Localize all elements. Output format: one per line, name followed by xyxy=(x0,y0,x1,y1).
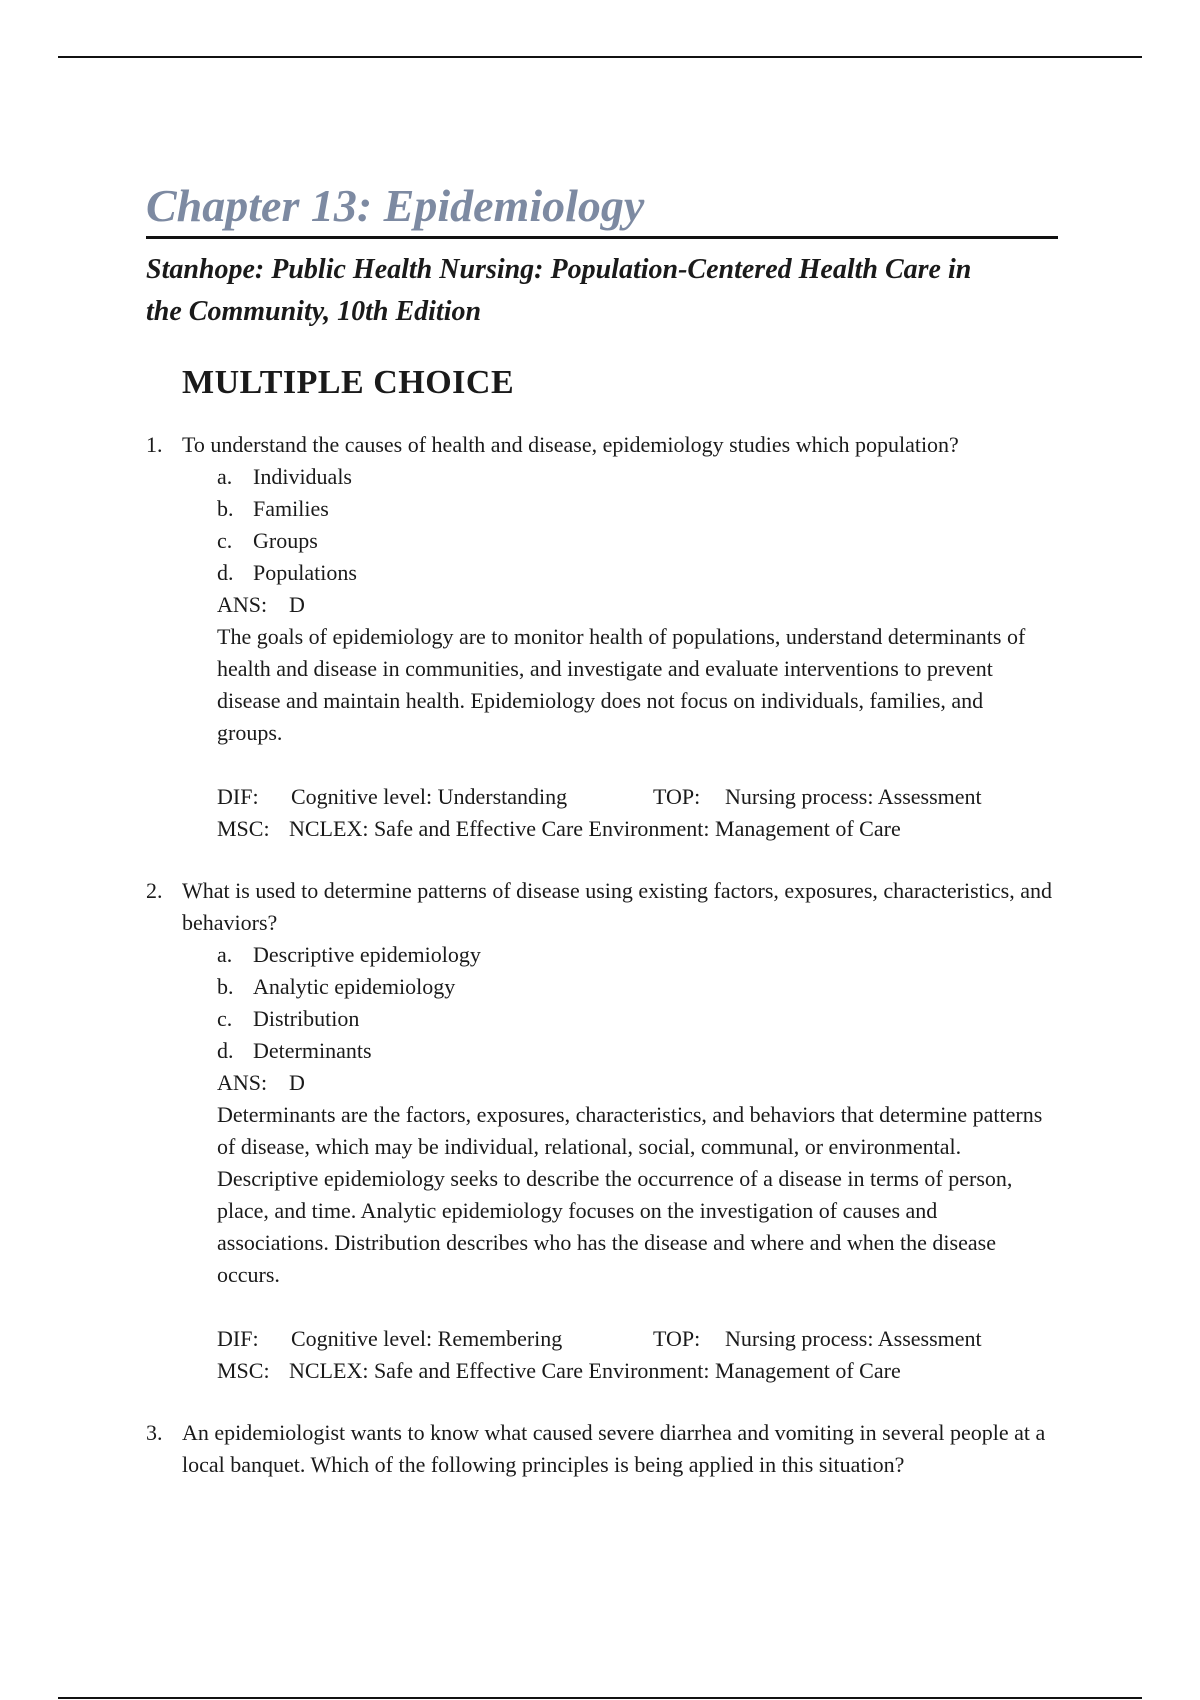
msc-label: MSC: xyxy=(217,816,270,841)
answer-options xyxy=(217,939,1058,1067)
top-label: TOP: xyxy=(653,784,701,809)
option-letter: b. xyxy=(217,974,234,999)
top-value: Nursing process: Assessment xyxy=(725,1326,982,1351)
answer-options xyxy=(217,461,1058,589)
section-heading: MULTIPLE CHOICE xyxy=(182,364,515,401)
question-meta xyxy=(217,1323,1058,1387)
option-text: Determinants xyxy=(253,1038,372,1063)
dif-value: Cognitive level: Remembering xyxy=(291,1326,563,1351)
option-text: Descriptive epidemiology xyxy=(253,942,481,967)
top-value: Nursing process: Assessment xyxy=(725,784,982,809)
rationale: Determinants are the factors, exposures, characteristics, and behaviors that determine patterns of disease, which may be individual, relational, social, communal, or environmental. Descriptive epidemiology seeks to describe the occurrence of a disease in terms of person, place, and time. Analytic epidemiology focuses on the investigation of causes and associations. Distribution describes who has the disease and where and when the disease occurs. xyxy=(217,1102,1043,1287)
option-b xyxy=(217,971,1058,1003)
question-stem: What is used to determine patterns of disease using existing factors, exposures, characteristics, and behaviors? xyxy=(182,878,1052,935)
answer-label: ANS: xyxy=(217,592,268,617)
question-number: 1. xyxy=(146,432,163,457)
option-b xyxy=(217,493,1058,525)
page-top-rule xyxy=(58,56,1142,58)
question-number: 3. xyxy=(146,1420,163,1445)
option-letter: d. xyxy=(217,560,234,585)
answer-value: D xyxy=(289,1070,305,1095)
question-3 xyxy=(146,1417,1058,1481)
option-a xyxy=(217,461,1058,493)
option-d xyxy=(217,557,1058,589)
answer-label: ANS: xyxy=(217,1070,268,1095)
option-letter: a. xyxy=(217,464,233,489)
meta-row-msc xyxy=(217,813,1058,845)
top-label: TOP: xyxy=(653,1326,701,1351)
dif-label: DIF: xyxy=(217,784,259,809)
msc-value: NCLEX: Safe and Effective Care Environment: Management of Care xyxy=(289,816,901,841)
answer-value: D xyxy=(289,592,305,617)
option-letter: d. xyxy=(217,1038,234,1063)
dif-label: DIF: xyxy=(217,1326,259,1351)
question-1 xyxy=(146,429,1058,845)
option-letter: c. xyxy=(217,528,233,553)
option-c xyxy=(217,525,1058,557)
document-page xyxy=(146,178,1058,1481)
option-text: Families xyxy=(253,496,329,521)
page-bottom-rule xyxy=(58,1697,1142,1699)
msc-label: MSC: xyxy=(217,1358,270,1383)
question-2 xyxy=(146,875,1058,1387)
option-letter: a. xyxy=(217,942,233,967)
rationale: The goals of epidemiology are to monitor health of populations, understand determinants of health and disease in communities, and investigate and evaluate interventions to prevent disease and maintain health. Epidemiology does not focus on individuals, families, and groups. xyxy=(217,624,1026,745)
msc-value: NCLEX: Safe and Effective Care Environment: Management of Care xyxy=(289,1358,901,1383)
option-text: Groups xyxy=(253,528,318,553)
option-text: Populations xyxy=(253,560,357,585)
answer-line xyxy=(217,1067,1058,1099)
option-letter: c. xyxy=(217,1006,233,1031)
question-meta xyxy=(217,781,1058,845)
option-text: Distribution xyxy=(253,1006,360,1031)
book-title: Stanhope: Public Health Nursing: Population-Centered Health Care in the Community, 10th Edition xyxy=(146,254,972,327)
chapter-title: Chapter 13: Epidemiology xyxy=(146,178,1058,239)
dif-value: Cognitive level: Understanding xyxy=(291,784,568,809)
meta-row-dif-top xyxy=(217,781,1058,813)
option-text: Analytic epidemiology xyxy=(253,974,456,999)
option-c xyxy=(217,1003,1058,1035)
question-stem: An epidemiologist wants to know what caused severe diarrhea and vomiting in several people at a local banquet. Which of the following principles is being applied in this situation? xyxy=(182,1420,1046,1477)
question-number: 2. xyxy=(146,878,163,903)
question-stem: To understand the causes of health and disease, epidemiology studies which population? xyxy=(182,432,959,457)
option-a xyxy=(217,939,1058,971)
option-text: Individuals xyxy=(253,464,352,489)
option-letter: b. xyxy=(217,496,234,521)
meta-row-msc xyxy=(217,1355,1058,1387)
option-d xyxy=(217,1035,1058,1067)
meta-row-dif-top xyxy=(217,1323,1058,1355)
answer-line xyxy=(217,589,1058,621)
